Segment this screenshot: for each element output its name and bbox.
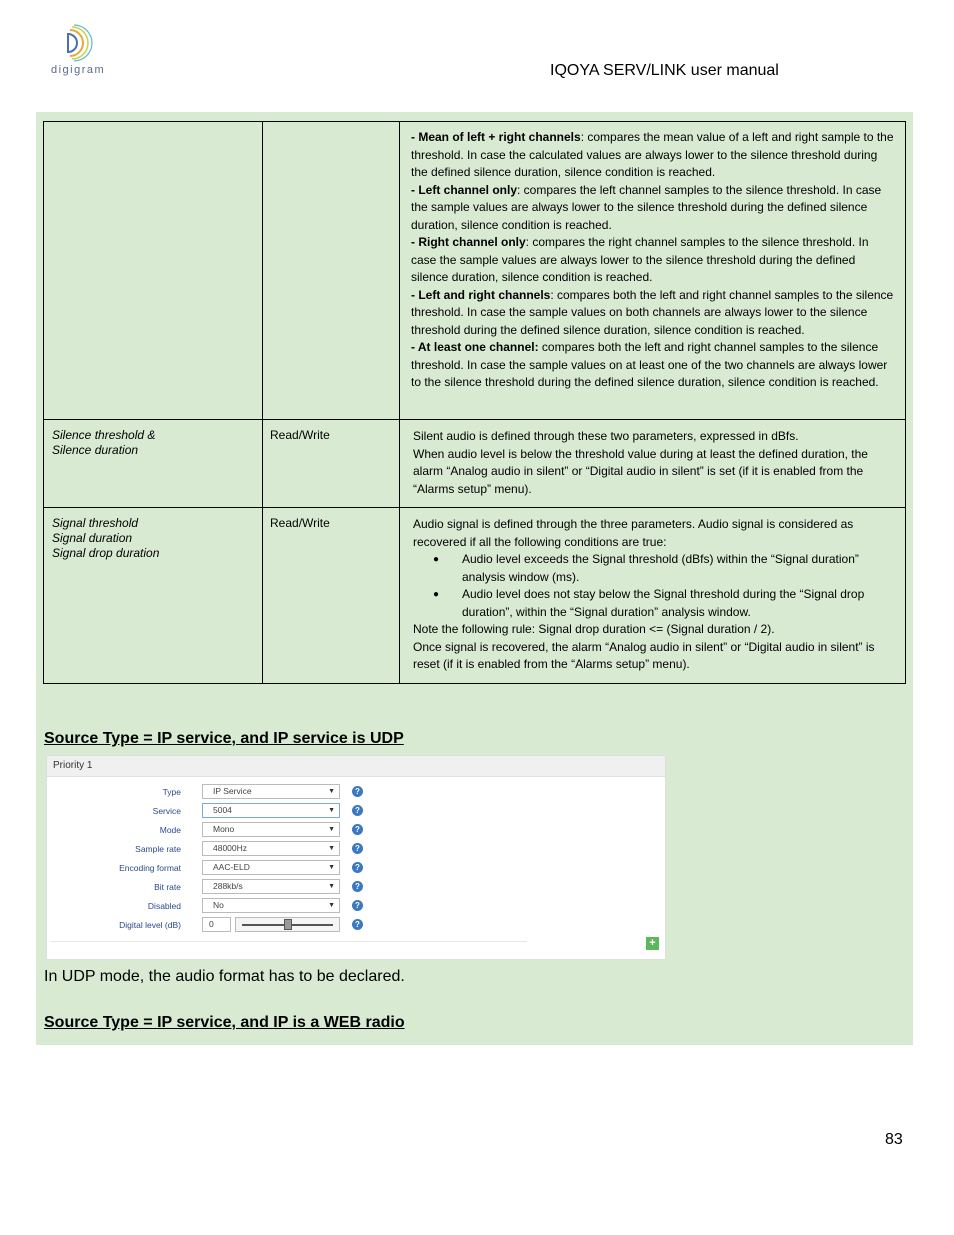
digital-level-input[interactable]: 0 [202, 917, 231, 932]
digital-level-slider[interactable] [235, 917, 340, 932]
help-icon[interactable]: ? [352, 805, 363, 816]
description-text: Silent audio is defined through these two parameters, expressed in dBfs. [413, 429, 799, 443]
field-label: Encoding format [119, 863, 181, 873]
encoding-format-row [47, 860, 667, 877]
condition-bullet: ● Audio level does not stay below the Signal threshold during the “Signal drop duration”, within the “Signal duration” analysis window. [413, 586, 895, 621]
type-select[interactable]: IP Service ▼ [202, 784, 340, 799]
parameters-table [43, 121, 906, 684]
bit-rate-select[interactable]: 288kb/s ▼ [202, 879, 340, 894]
encoding-format-select[interactable]: AAC-ELD ▼ [202, 860, 340, 875]
field-label: Disabled [147, 901, 181, 911]
parameter-name: Silence duration [52, 443, 139, 457]
table-row [44, 122, 906, 420]
help-icon[interactable]: ? [352, 824, 363, 835]
type-row [47, 784, 667, 801]
field-label: Service [152, 806, 181, 816]
access-mode: Read/Write [270, 516, 330, 530]
bit-rate-row [47, 879, 667, 896]
field-label: Type [162, 787, 181, 797]
add-icon[interactable]: + [646, 937, 659, 950]
field-label: Bit rate [154, 882, 181, 892]
help-icon[interactable]: ? [352, 900, 363, 911]
sample-rate-row [47, 841, 667, 858]
page-number: 83 [885, 1131, 903, 1148]
parameter-name: Signal drop duration [52, 546, 160, 560]
udp-note: In UDP mode, the audio format has to be declared. [44, 968, 405, 985]
description-text: Note the following rule: Signal drop duration <= (Signal duration / 2). [413, 622, 775, 636]
channel-mode-item: - Mean of left + right channels: compares the mean value of a left and right sample to the threshold. In case the calculated values are always lower to the silence threshold during the defined silence duration, silence condition is reached. [411, 130, 894, 179]
digital-level-row [47, 917, 667, 934]
description-text: When audio level is below the threshold value during at least the defined duration, the alarm “Analog audio in silent” or “Digital audio in silent” is set (if it is enabled from the “Alarms setup” menu). [413, 446, 868, 496]
help-icon[interactable]: ? [352, 843, 363, 854]
channel-mode-item: - Left channel only: compares the left channel samples to the silence threshold. In case the sample values are always lower to the silence threshold during the defined silence duration, silence condition is reached. [411, 182, 882, 232]
slider-handle[interactable] [284, 919, 292, 930]
parameter-name: Signal duration [52, 531, 133, 545]
chevron-down-icon: ▼ [328, 902, 335, 909]
priority-settings-panel [46, 755, 666, 960]
mode-select[interactable]: Mono ▼ [202, 822, 340, 837]
chevron-down-icon: ▼ [328, 864, 335, 871]
parameter-name: Signal threshold [52, 516, 139, 530]
sample-rate-select[interactable]: 48000Hz ▼ [202, 841, 340, 856]
help-icon[interactable]: ? [352, 786, 363, 797]
disabled-select[interactable]: No ▼ [202, 898, 340, 913]
chevron-down-icon: ▼ [328, 845, 335, 852]
parameter-name: Silence threshold & [52, 428, 156, 442]
chevron-down-icon: ▼ [328, 883, 335, 890]
chevron-down-icon: ▼ [328, 788, 335, 795]
table-row [44, 420, 906, 508]
channel-mode-item: - At least one channel: compares both the left and right channel samples to the silence threshold. In case the sample values on at least one of the two channels are always lower to the silence threshold during the defined silence duration, silence condition is reached. [411, 340, 888, 389]
field-label: Sample rate [135, 844, 181, 854]
section-heading-udp: Source Type = IP service, and IP service is UDP [44, 730, 404, 747]
condition-bullet: ● Audio level exceeds the Signal threshold (dBfs) within the “Signal duration” analysis window (ms). [413, 551, 895, 586]
field-label: Mode [159, 825, 181, 835]
help-icon[interactable]: ? [352, 881, 363, 892]
field-label: Digital level (dB) [119, 920, 181, 930]
help-icon[interactable]: ? [352, 862, 363, 873]
service-row [47, 803, 667, 820]
chevron-down-icon: ▼ [328, 826, 335, 833]
divider [51, 941, 527, 942]
mode-row [47, 822, 667, 839]
description-text: Audio signal is defined through the three parameters. Audio signal is considered as recovered if all the following conditions are true: [413, 517, 854, 549]
table-row [44, 508, 906, 684]
channel-mode-item: - Right channel only: compares the right channel samples to the silence threshold. In case the sample values are always lower to the silence threshold during the defined silence duration, silence condition is reached. [411, 235, 869, 284]
disabled-row [47, 898, 667, 915]
description-text: Once signal is recovered, the alarm “Analog audio in silent” or “Digital audio in silent” is reset (if it is enabled from the “Alarms setup” menu). [413, 639, 875, 671]
document-title: IQOYA SERV/LINK user manual [550, 62, 779, 79]
service-select[interactable]: 5004 ▼ [202, 803, 340, 818]
panel-title: Priority 1 [47, 756, 665, 777]
access-mode: Read/Write [270, 428, 330, 442]
chevron-down-icon: ▼ [328, 807, 335, 814]
channel-mode-item: - Left and right channels: compares both the left and right channel samples to the silence threshold. In case the sample values on both channels are always lower to the silence threshold during the defined silence duration, silence condition is reached. [411, 287, 894, 337]
help-icon[interactable]: ? [352, 919, 363, 930]
logo-wordmark: digigram [51, 64, 106, 76]
section-heading-web-radio: Source Type = IP service, and IP is a WEB radio [44, 1014, 405, 1031]
